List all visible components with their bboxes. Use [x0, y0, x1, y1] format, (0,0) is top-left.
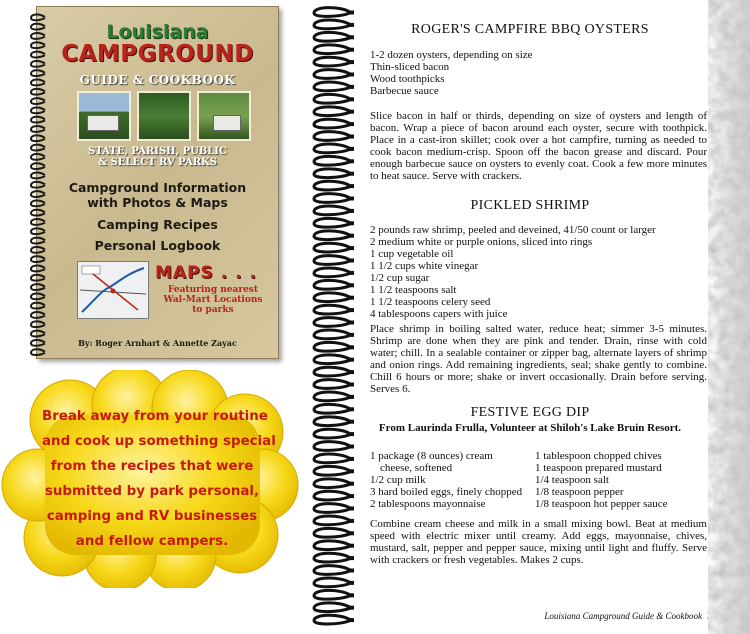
cover-maps-feature-line: to parks	[192, 305, 234, 315]
promo-text-line: camping and RV businesses	[46, 509, 258, 524]
cover-subtitle	[37, 146, 278, 168]
binding-coil	[314, 330, 350, 339]
cover-binding-coil	[31, 275, 45, 281]
binding-coil	[314, 132, 350, 141]
ingredient-line: 1 tablespoon chopped chives	[535, 450, 662, 462]
binding-coil	[314, 293, 350, 302]
recipe-title-bbq-oysters: ROGER'S CAMPFIRE BBQ OYSTERS	[411, 22, 649, 37]
binding-coil	[314, 156, 350, 165]
cover-binding-coil	[31, 126, 45, 132]
ingredient-list-right	[535, 450, 705, 510]
binding-coil	[314, 442, 350, 451]
ingredient-line: 1/8 teaspoon pepper	[535, 486, 624, 498]
cover-title-campground: CAMPGROUND	[61, 41, 254, 67]
ingredient-line: 1/4 teaspoon salt	[535, 474, 609, 486]
binding-coil	[314, 392, 350, 401]
cover-binding-coil	[31, 256, 45, 262]
binding-coil	[314, 417, 350, 426]
cover-photo-trailer	[197, 91, 251, 141]
binding-coil	[314, 70, 350, 79]
page-spiral-binding	[310, 0, 360, 634]
binding-coil	[314, 305, 350, 314]
binding-coil	[314, 243, 350, 252]
ingredient-line: 1/2 cup sugar	[370, 272, 430, 284]
cover-binding-coil	[31, 321, 45, 327]
cover-binding-coil	[31, 117, 45, 123]
binding-coil	[314, 169, 350, 178]
binding-coil	[314, 578, 350, 587]
ingredient-line: 1/8 teaspoon hot pepper sauce	[535, 498, 668, 510]
binding-coil	[314, 491, 350, 500]
promo-text-line: and fellow campers.	[75, 534, 229, 549]
ingredient-line: Wood toothpicks	[370, 73, 445, 85]
binding-coil	[314, 504, 350, 513]
cover-maps-feature	[153, 285, 273, 315]
ingredient-list-pickled-shrimp	[370, 224, 708, 320]
binding-coil	[314, 20, 350, 29]
ingredient-line: 2 pounds raw shrimp, peeled and deveined, 41/50 count or larger	[370, 224, 656, 236]
cover-binding-coil	[31, 284, 45, 290]
ingredient-line: 1-2 dozen oysters, depending on size	[370, 49, 533, 61]
cover-title-louisiana: Louisiana	[106, 21, 209, 43]
binding-coil	[314, 541, 350, 550]
cover-feature-recipes: Camping Recipes	[97, 217, 218, 232]
ingredient-line: 2 medium white or purple onions, sliced into rings	[370, 236, 593, 248]
cover-binding-coil	[31, 303, 45, 309]
promo-text-line: and cook up something special	[42, 434, 276, 449]
binding-coil	[314, 615, 350, 624]
ingredient-line: 1 1/2 teaspoons celery seed	[370, 296, 491, 308]
ingredient-list-bbq-oysters	[370, 49, 708, 97]
ingredient-line: 2 tablespoons mayonnaise	[370, 498, 486, 510]
binding-coil	[314, 57, 350, 66]
promo-text	[42, 404, 276, 554]
cover-subtitle-line: & SELECT RV PARKS	[98, 157, 217, 168]
binding-coil	[314, 107, 350, 116]
cover-binding-coil	[31, 210, 45, 216]
cover-map-thumbnail	[77, 261, 149, 319]
cover-title-guide: GUIDE & COOKBOOK	[79, 73, 236, 87]
ingredient-line: 3 hard boiled eggs, finely chopped	[370, 486, 523, 498]
binding-coil	[314, 231, 350, 240]
binding-coil	[314, 181, 350, 190]
binding-coil	[314, 553, 350, 562]
binding-coil	[314, 94, 350, 103]
cover-binding-coil	[31, 135, 45, 141]
binding-coil	[314, 367, 350, 376]
promo-text-line: submitted by park personal,	[44, 484, 260, 499]
binding-coil	[314, 45, 350, 54]
promo-text-line: Break away from your routine	[42, 409, 268, 424]
cover-feature-info-line: with Photos & Maps	[87, 195, 228, 210]
ingredient-line: 4 tablespoons capers with juice	[370, 308, 508, 320]
page-edge-texture	[708, 0, 750, 634]
cover-photo-rv	[77, 91, 131, 141]
binding-coil	[314, 268, 350, 277]
cover-binding-coil	[31, 14, 45, 20]
promo-text-line: from the recipes that were	[50, 459, 254, 474]
cover-feature-logbook: Personal Logbook	[94, 238, 221, 253]
cover-binding-coil	[31, 173, 45, 179]
directions-pickled-shrimp: Place shrimp in boiling salted water, reduce heat; simmer 3-5 minutes. Shrimp are done when they are pink and tender. Drain, rinse with cold water; chill. In a sealable container or zipper bag, alternate layers of shrimp and onion rings. Add remaining ingredients, seal; shake gently to combine. Chill 6 hours or more; shake or invert occasionally. Drain before serving. Serves 6.	[370, 323, 707, 395]
page-footer	[544, 611, 712, 622]
binding-coil	[314, 380, 350, 389]
binding-coil	[314, 603, 350, 612]
binding-coil	[314, 194, 350, 203]
ingredient-line: 1 cup vegetable oil	[370, 248, 454, 260]
binding-coil	[314, 404, 350, 413]
cover-authors: By: Roger Arnhart & Annette Zayac	[78, 338, 237, 348]
book-cover	[36, 6, 279, 359]
cover-maps-label: MAPS . . .	[155, 263, 257, 283]
binding-coil	[314, 280, 350, 289]
ingredient-line: Thin-sliced bacon	[370, 61, 450, 73]
binding-coil	[314, 528, 350, 537]
binding-coil	[314, 342, 350, 351]
footer-book-title: Louisiana Campground Guide & Cookbook	[544, 611, 702, 621]
ingredient-list-left	[370, 450, 530, 510]
cover-binding-coil	[31, 349, 45, 355]
ingredient-line: 1 1/2 teaspoons salt	[370, 284, 457, 296]
cover-feature-info	[37, 180, 278, 210]
binding-coil	[314, 318, 350, 327]
ingredient-line: 1 1/2 cups white vinegar	[370, 260, 479, 272]
cover-binding-coil	[31, 312, 45, 318]
binding-coil	[314, 429, 350, 438]
binding-coil	[314, 206, 350, 215]
cover-maps-feature-line: Featuring nearest	[167, 285, 259, 295]
cover-maps-feature-line: Wal-Mart Locations	[163, 295, 263, 305]
recipe-title-pickled-shrimp: PICKLED SHRIMP	[470, 198, 590, 213]
binding-coil	[314, 82, 350, 91]
cover-photo-campsite	[137, 91, 191, 141]
cover-binding-coil	[31, 266, 45, 272]
recipe-title-festive-egg-dip: FESTIVE EGG DIP	[470, 405, 590, 420]
cover-binding-coil	[31, 331, 45, 337]
cover-feature-info-line: Campground Information	[68, 180, 247, 195]
directions-bbq-oysters: Slice bacon in half or thirds, depending on size of oysters and length of bacon. Wrap a piece of bacon around each oyster, secure with toothpick. Place in a cast-iron skillet; cook over a hot campfire, turning as needed to cook bacon medium-crisp. Spoon off the bacon grease and discard. Pour enough barbecue sauce on oysters to evenly coat. Cook a few more minutes to heat sauce. Serve with crackers.	[370, 110, 707, 182]
binding-coil	[314, 8, 350, 17]
ingredient-line: cheese, softened	[380, 462, 453, 474]
ingredient-line: 1 package (8 ounces) cream	[370, 450, 493, 462]
cover-subtitle-line: STATE, PARISH, PUBLIC	[88, 146, 227, 157]
recipe-subtitle-festive-egg-dip: From Laurinda Frulla, Volunteer at Shiloh's Lake Bruin Resort.	[378, 422, 682, 434]
directions-festive-egg-dip: Combine cream cheese and milk in a small mixing bowl. Beat at medium speed with electric mixer until creamy. Add eggs, mayonnaise, chives, mustard, salt, pepper and pepper sauce, mixing until light and fluffy. Serve with crackers or fresh vegetables. Makes 2 cups.	[370, 518, 707, 566]
binding-coil	[314, 454, 350, 463]
binding-coil	[314, 144, 350, 153]
binding-coil	[314, 590, 350, 599]
cover-binding-coil	[31, 293, 45, 299]
binding-coil	[314, 566, 350, 575]
recipe-page	[342, 0, 718, 634]
binding-coil	[314, 32, 350, 41]
binding-coil	[314, 256, 350, 265]
cover-binding-coil	[31, 107, 45, 113]
ingredient-line: 1/2 cup milk	[370, 474, 426, 486]
binding-coil	[314, 119, 350, 128]
binding-coil	[314, 466, 350, 475]
binding-coil	[314, 355, 350, 364]
binding-coil	[314, 516, 350, 525]
ingredient-line: Barbecue sauce	[370, 85, 439, 97]
cover-binding-coil	[31, 98, 45, 104]
cover-binding-coil	[31, 89, 45, 95]
ingredient-line: 1 teaspoon prepared mustard	[535, 462, 662, 474]
binding-coil	[314, 218, 350, 227]
binding-coil	[314, 479, 350, 488]
